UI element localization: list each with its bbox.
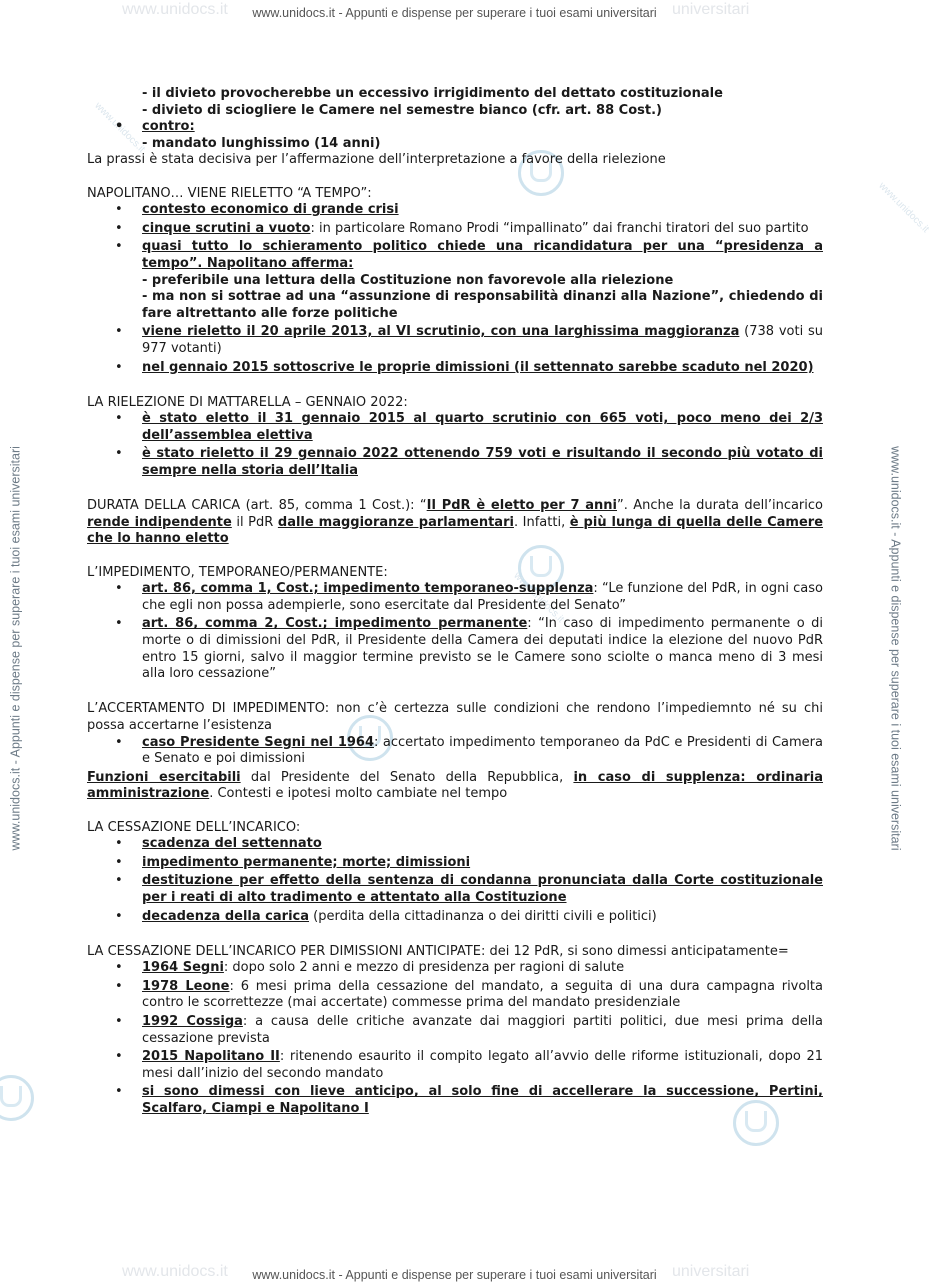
item-key: 1992 Cossiga bbox=[142, 1014, 243, 1030]
funzioni-key: in caso di supplenza: ordinaria amministrazione bbox=[87, 769, 823, 802]
section-accertamento-title: L’ACCERTAMENTO DI IMPEDIMENTO: non c’è certezza sulle condizioni che rendono l’impediemnto né su chi possa accertarne l’esistenza bbox=[87, 701, 823, 733]
item-text: è stato eletto il 31 gennaio 2015 al quarto scrutinio con 665 voti, poco meno dei 2/3 dell’assemblea elettiva bbox=[142, 411, 823, 443]
mattarella-list bbox=[87, 411, 823, 479]
funzioni-text: dal Presidente del Senato della Repubblica, bbox=[240, 769, 574, 785]
funzioni-paragraph bbox=[87, 770, 823, 803]
list-item bbox=[87, 960, 823, 977]
list-item bbox=[87, 239, 823, 322]
napolitano-list bbox=[87, 202, 823, 376]
durata-key: Il PdR è eletto per 7 anni bbox=[426, 498, 618, 514]
watermark-diagonal-text: www.unidocs.it bbox=[92, 100, 147, 156]
header-ghost-right: universitari bbox=[672, 1, 750, 18]
list-item bbox=[87, 1014, 823, 1047]
item-text: è stato rieletto il 29 gennaio 2022 ottenendo 759 voti e risultando il secondo più votato di sempre nella storia dell’Italia bbox=[142, 446, 823, 479]
item-text: : dopo solo 2 anni e mezzo di presidenza per ragioni di salute bbox=[223, 960, 625, 976]
list-item bbox=[87, 836, 823, 853]
item-text: : a causa delle critiche avanzate dai maggiori partiti politici, due mesi prima della cessazione prevista bbox=[142, 1014, 823, 1046]
side-watermark-right: www.unidocs.it - Appunti e dispense per superare i tuoi esami universitari bbox=[888, 446, 903, 851]
durata-text: DURATA DELLA CARICA (art. 85, comma 1 Cost.): “ bbox=[87, 498, 427, 514]
side-watermark-left: www.unidocs.it - Appunti e dispense per superare i tuoi esami universitari bbox=[8, 446, 23, 851]
item-key: 1978 Leone bbox=[142, 978, 230, 994]
item-sub-line: - preferibile una lettura della Costituzione non favorevole alla rielezione bbox=[142, 272, 674, 288]
watermark-logo-icon bbox=[0, 1075, 34, 1121]
item-key: art. 86, comma 1, Cost.; impedimento temporaneo-supplenza bbox=[142, 581, 594, 597]
item-text: : “In caso di impedimento permanente o di morte o di dimissioni del PdR, il Presidente della Camera dei deputati indice la elezione del nuovo PdR entro 15 giorni, salvo il maggior termine previsto se le Camere sono sciolte o manca meno di 3 mesi alla loro cessazione” bbox=[142, 616, 823, 682]
item-text: : 6 mesi prima della cessazione del mandato, a seguita di una dura campagna rivolta contro le scorrettezze (mai accertate) commesse prima del mandato presidenziale bbox=[142, 978, 823, 1011]
list-item bbox=[87, 855, 823, 872]
durata-key: dalle maggioranze parlamentari bbox=[277, 514, 514, 530]
item-text: : “Le funzione del PdR, in ogni caso che egli non possa adempierle, sono esercitate dal Presidente del Senato” bbox=[142, 581, 824, 613]
item-key: viene rieletto il 20 aprile 2013, al VI scrutinio, con una larghissima maggioranza bbox=[142, 324, 740, 340]
section-napolitano-title: NAPOLITANO… VIENE RIELETTO “A TEMPO”: bbox=[87, 185, 372, 201]
item-key: 1964 Segni bbox=[142, 960, 224, 976]
header-text: www.unidocs.it - Appunti e dispense per superare i tuoi esami universitari bbox=[252, 6, 657, 20]
intro-contro bbox=[87, 119, 823, 136]
item-text: (perdita della cittadinanza o dei diritti civili e politici) bbox=[309, 908, 657, 924]
section-durata bbox=[87, 498, 823, 548]
durata-text: il PdR bbox=[231, 514, 278, 530]
item-text: si sono dimessi con lieve anticipo, al solo fine di accellerare la successione, Pertini, Scalfaro, Ciampi e Napolitano I bbox=[142, 1084, 823, 1117]
list-item bbox=[87, 1084, 823, 1117]
list-item bbox=[87, 616, 823, 682]
footer-ghost-left: www.unidocs.it bbox=[122, 1263, 228, 1280]
item-key: quasi tutto lo schieramento politico chiede una ricandidatura per una “presidenza a tempo”. Napolitano afferma: bbox=[142, 239, 823, 271]
list-item bbox=[87, 360, 823, 377]
item-text: scadenza del settennato bbox=[142, 836, 322, 852]
document-body bbox=[87, 86, 823, 1120]
list-item bbox=[87, 324, 823, 357]
list-item bbox=[87, 979, 823, 1012]
durata-text: . Infatti, bbox=[513, 514, 570, 530]
list-item bbox=[87, 873, 823, 906]
item-key: cinque scrutini a vuoto bbox=[142, 220, 311, 236]
intro-line-1: - il divieto provocherebbe un eccessivo irrigidimento del dettato costituzionale bbox=[142, 86, 723, 101]
item-key: 2015 Napolitano II bbox=[142, 1049, 280, 1065]
list-item bbox=[87, 909, 823, 926]
intro-line-2: - divieto di sciogliere le Camere nel semestre bianco (cfr. art. 88 Cost.) bbox=[142, 102, 662, 118]
item-text: : in particolare Romano Prodi “impallinato” dai franchi tiratori del suo partito bbox=[310, 220, 809, 236]
footer-ghost-right: universitari bbox=[672, 1263, 750, 1280]
item-text: nel gennaio 2015 sottoscrive le proprie dimissioni (il settennato sarebbe scaduto nel 2020) bbox=[142, 359, 814, 375]
item-text: : accertato impedimento temporaneo da PdC e Presidenti di Camera e Senato e poi dimissioni bbox=[142, 734, 823, 767]
watermark-diagonal-text: www.unidocs.it bbox=[876, 180, 931, 236]
item-key: art. 86, comma 2, Cost.; impedimento permanente bbox=[142, 616, 528, 632]
durata-key: rende indipendente bbox=[87, 514, 232, 530]
intro-list bbox=[87, 119, 823, 136]
list-item bbox=[87, 735, 823, 768]
list-item bbox=[87, 581, 823, 614]
item-text: : ritenendo esaurito il compito legato all’avvio delle riforme istituzionali, dopo 21 mesi dall’inizio del secondo mandato bbox=[142, 1049, 823, 1081]
header-ghost-left: www.unidocs.it bbox=[122, 1, 228, 18]
item-sub-line: - ma non si sottrae ad una “assunzione di responsabilità dinanzi alla Nazione”, chiedendo di fare altrettanto alle forze politiche bbox=[142, 289, 823, 321]
funzioni-text: . Contesti e ipotesi molto cambiate nel tempo bbox=[209, 786, 508, 802]
footer-text: www.unidocs.it - Appunti e dispense per superare i tuoi esami universitari bbox=[252, 1268, 657, 1282]
watermark-diagonal-text: www.unidocs.it bbox=[511, 570, 566, 626]
section-dimissioni-title: LA CESSAZIONE DELL’INCARICO PER DIMISSIONI ANTICIPATE: dei 12 PdR, si sono dimessi anticipatamente= bbox=[87, 943, 789, 959]
durata-key: è più lunga di quella delle Camere che lo hanno eletto bbox=[87, 514, 824, 547]
page-footer bbox=[0, 1263, 909, 1284]
list-item bbox=[87, 202, 823, 219]
cessazione-list bbox=[87, 836, 823, 925]
item-key: decadenza della carica bbox=[142, 908, 310, 924]
prassi-sentence: La prassi è stata decisiva per l’affermazione dell’interpretazione a favore della rielezione bbox=[87, 152, 666, 168]
list-item bbox=[87, 1049, 823, 1082]
section-cessazione-title: LA CESSAZIONE DELL’INCARICO: bbox=[87, 819, 301, 835]
list-item bbox=[87, 446, 823, 479]
item-text: (738 voti su 977 votanti) bbox=[142, 324, 824, 356]
dimissioni-list bbox=[87, 960, 823, 1117]
page-header bbox=[0, 1, 909, 22]
impedimento-list bbox=[87, 581, 823, 683]
contro-label: contro: bbox=[142, 119, 195, 135]
funzioni-key: Funzioni esercitabili bbox=[87, 769, 241, 785]
section-mattarella-title: LA RIELEZIONE DI MATTARELLA – GENNAIO 2022: bbox=[87, 394, 408, 410]
accertamento-list bbox=[87, 735, 823, 768]
list-item bbox=[87, 411, 823, 444]
list-item bbox=[87, 221, 823, 238]
item-text: impedimento permanente; morte; dimissioni bbox=[142, 854, 471, 870]
item-text: destituzione per effetto della sentenza di condanna pronunciata dalla Corte costituzionale per i reati di alto tradimento e attentato alla Costituzione bbox=[142, 873, 823, 905]
item-key: caso Presidente Segni nel 1964 bbox=[142, 734, 375, 750]
durata-text: ”. Anche la durata dell’incarico bbox=[617, 498, 823, 514]
item-text: contesto economico di grande crisi bbox=[142, 202, 399, 218]
intro-line-3: - mandato lunghissimo (14 anni) bbox=[142, 135, 381, 151]
section-impedimento-title: L’IMPEDIMENTO, TEMPORANEO/PERMANENTE: bbox=[87, 564, 388, 580]
